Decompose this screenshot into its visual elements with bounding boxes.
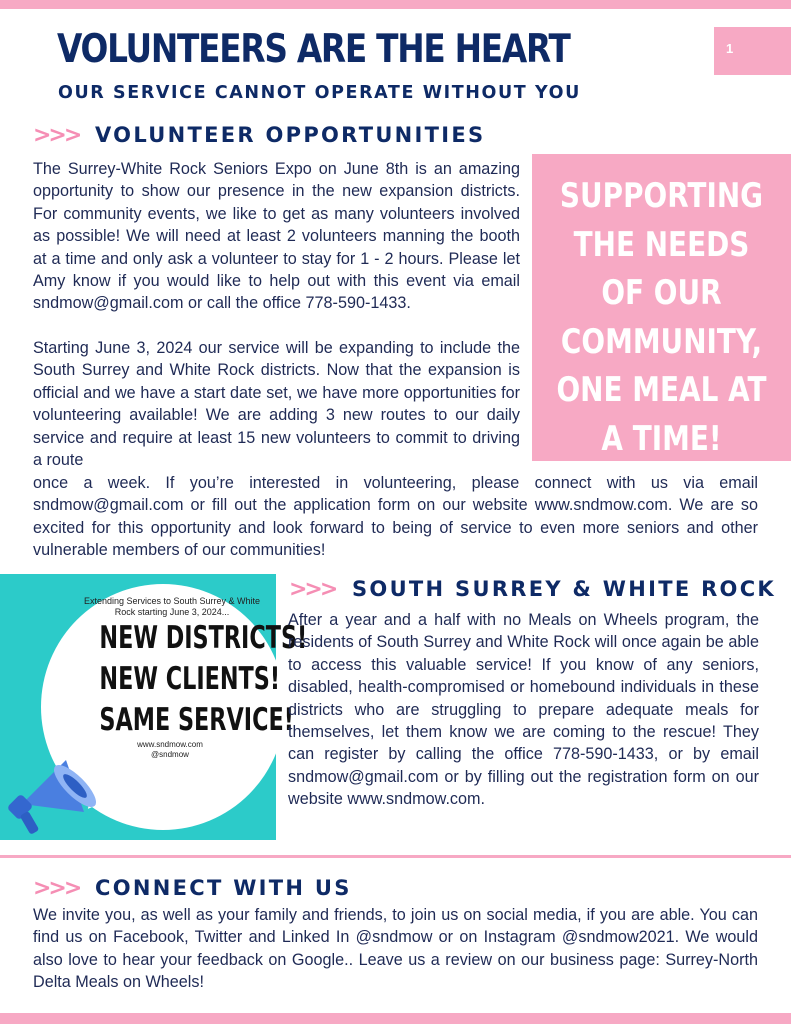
section-divider: [0, 855, 791, 858]
page-subtitle: OUR SERVICE CANNOT OPERATE WITHOUT YOU: [58, 83, 581, 103]
volunteer-paragraph-expansion: Starting June 3, 2024 our service will be expanding to include the South Surrey and White Rock districts. Now that the expansion is official and we have a start date set, we have more opportunities for volunteering available! We are adding 3 new routes to our daily service and require at least 15 new volunteers to commit to driving a route: [33, 339, 520, 470]
promo-handle: @sndmow: [151, 750, 189, 759]
promo-line-new-clients: NEW CLIENTS!: [99, 661, 281, 697]
bottom-accent-bar: [0, 1013, 791, 1024]
volunteer-paragraph-expo: The Surrey-White Rock Seniors Expo on June 8th is an amazing opportunity to show our presence in the new expansion districts. For community events, we like to get as many volunteers involved as possible! We will need at least 2 volunteers manning the booth at a time and only ask a volunteer to stay for 1 - 2 hours. Please let Amy know if you would like to help out with this event via email sndmow@gmail.com or call the office 778-590-1433.: [33, 160, 520, 313]
top-accent-bar: [0, 0, 791, 9]
page-number: 1: [726, 41, 734, 56]
page-title: VOLUNTEERS ARE THE HEART: [57, 27, 570, 72]
megaphone-icon: [4, 742, 94, 837]
promo-line-new-districts: NEW DISTRICTS!: [99, 620, 308, 656]
promo-headline: [99, 618, 308, 741]
volunteer-opportunities-heading: VOLUNTEER OPPORTUNITIES: [95, 123, 486, 147]
mission-callout-text: SUPPORTING THE NEEDS OF OUR COMMUNITY, ONE MEAL AT A TIME!: [556, 176, 767, 459]
promo-tagline: Extending Services to South Surrey & White Rock starting June 3, 2024...: [83, 596, 261, 617]
promo-line-same-service: SAME SERVICE!: [99, 702, 294, 738]
new-districts-promo-graphic: [0, 574, 308, 840]
mission-callout-box: [532, 154, 791, 461]
south-surrey-paragraph: After a year and a half with no Meals on Wheels program, the residents of South Surrey and White Rock will once again be able to access this valuable service! If you know of any seniors, disabled, health-compromised or homebound individuals in these districts who are struggling to prepare adequate meals for themselves, let them know we are coming to the rescue! They can register by calling the office 778-590-1433, or by email sndmow@gmail.com or by filling out the registration form on our website www.sndmow.com.: [288, 611, 759, 809]
page-number-badge: [714, 27, 791, 75]
promo-website: www.sndmow.com: [137, 740, 203, 749]
volunteer-paragraph-expansion-continued: once a week. If you’re interested in volunteering, please connect with us via email sndmow@gmail.com or fill out the application form on our website www.sndmow.com. We are so excited for this opportunity and look forward to being of service to even more seniors and other vulnerable members of our communities!: [33, 474, 758, 560]
chevron-right-icon: >>>: [33, 123, 80, 148]
south-surrey-heading: SOUTH SURREY & WHITE ROCK: [352, 577, 776, 601]
connect-paragraph: We invite you, as well as your family and friends, to join us on social media, if you are able. You can find us on Facebook, Twitter and Linked In @sndmow or on Instagram @sndmow2021. We would also love to hear your feedback on Google.. Leave us a review on our business page: Surrey-North Delta Meals on Wheels!: [33, 906, 758, 992]
chevron-right-icon: >>>: [289, 577, 336, 602]
connect-heading: CONNECT WITH US: [95, 876, 352, 900]
chevron-right-icon: >>>: [33, 876, 80, 901]
